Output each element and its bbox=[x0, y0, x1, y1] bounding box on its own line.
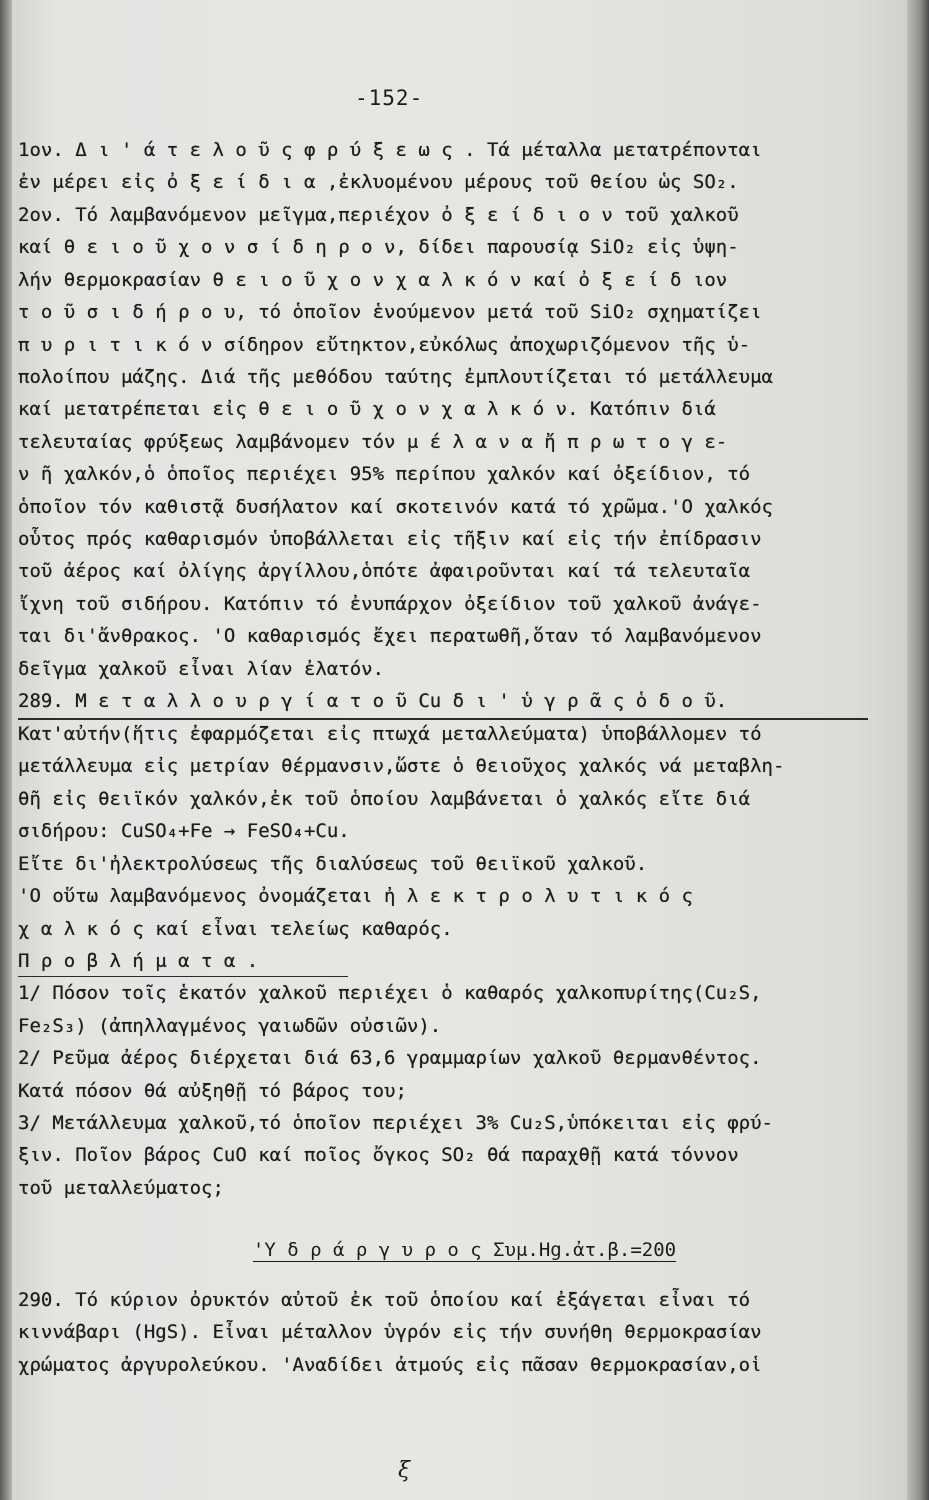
section-rule bbox=[18, 718, 868, 720]
text-line: καί μετατρέπεται εἰς θ ε ι ο ῦ χ ο ν χ α λ κ ό ν. Κατόπιν διά bbox=[18, 398, 716, 420]
page-right-edge bbox=[907, 0, 929, 1500]
text-line: ἴχνη τοῦ σιδήρου. Κατόπιν τό ἐνυπάρχον ὀξείδιον τοῦ χαλκοῦ ἀνάγε- bbox=[18, 593, 762, 615]
text-line: ν ῆ χαλκόν,ὁ ὁποῖος περιέχει 95% περίπου χαλκόν καί ὀξείδιον, τό bbox=[18, 463, 751, 485]
problem-3-end: τοῦ μεταλλεύματος; bbox=[18, 1177, 224, 1199]
page-left-edge bbox=[0, 0, 12, 1500]
text-line: ὁποῖον τόν καθιστᾷ δυσήλατον καί σκοτεινόν κατά τό χρῶμα.'Ο χαλκός bbox=[18, 496, 773, 518]
problem-3: 3/ Μετάλλευμα χαλκοῦ,τό ὁποῖον περιέχει 3% Cu₂S,ὑπόκειται εἰς φρύ- bbox=[18, 1112, 773, 1134]
mercury-heading-text: 'Υ δ ρ ά ρ γ υ ρ ο ς Συμ.Hg.ἀτ.β.=200 bbox=[252, 1239, 677, 1261]
text-line: 290. Τό κύριον ὀρυκτόν αὐτοῦ ἐκ τοῦ ὁποίου καί ἐξάγεται εἶναι τό bbox=[18, 1289, 751, 1311]
text-line: 'Ο οὕτω λαμβανόμενος ὀνομάζεται ἠ λ ε κ τ ρ ο λ υ τ ι κ ό ς bbox=[18, 885, 693, 907]
text-line: Κατ'αὐτήν(ἥτις ἐφαρμόζεται εἰς πτωχά μεταλλεύματα) ὑποβάλλομεν τό bbox=[18, 723, 762, 745]
text-line: χ α λ κ ό ς καί εἶναι τελείως καθαρός. bbox=[18, 918, 453, 940]
text-line: ἐν μέρει εἰς ὀ ξ ε ί δ ι α ,ἐκλυομένου μέρους τοῦ θείου ὡς SO₂. bbox=[18, 171, 739, 193]
problem-3-continued: ξιν. Ποῖον βάρος CuO καί ποῖος ὄγκος SO₂ θά παραχθῇ κατά τόννον bbox=[18, 1144, 739, 1166]
chemical-equation: σιδήρου: CuSO₄+Fe → FeSO₄+Cu. bbox=[18, 820, 350, 842]
text-line: μετάλλευμα εἰς μετρίαν θέρμανσιν,ὥστε ὁ θειοῦχος χαλκός νά μεταβλη- bbox=[18, 755, 785, 777]
text-line: τ ο ῦ σ ι δ ή ρ ο υ, τό ὁποῖον ἑνούμενον μετά τοῦ SiO₂ σχηματίζει bbox=[18, 301, 762, 323]
problem-2: 2/ Ρεῦμα ἀέρος διέρχεται διά 63,6 γραμμαρίων χαλκοῦ θερμανθέντος. bbox=[18, 1047, 762, 1069]
text-line: λήν θερμοκρασίαν θ ε ι ο ῦ χ ο ν χ α λ κ ό ν καί ὀ ξ ε ί δ ιον bbox=[18, 269, 728, 291]
text-line: π υ ρ ι τ ι κ ό ν σίδηρον εὔτηκτον,εὐκόλως ἀποχωριζόμενον τῆς ὑ- bbox=[18, 334, 751, 356]
text-line: δεῖγμα χαλκοῦ εἶναι λίαν ἐλατόν. bbox=[18, 658, 385, 680]
text-line: οὗτος πρός καθαρισμόν ὑποβάλλεται εἰς τῆξιν καί εἰς τήν ἐπίδρασιν bbox=[18, 528, 762, 550]
text-line: 2ον. Τό λαμβανόμενον μεῖγμα,περιέχον ὀ ξ ε ί δ ι ο ν τοῦ χαλκοῦ bbox=[18, 204, 739, 226]
text-line: Εἴτε δι'ἠλεκτρολύσεως τῆς διαλύσεως τοῦ θειϊκοῦ χαλκοῦ. bbox=[18, 853, 648, 875]
problem-1: 1/ Πόσον τοῖς ἑκατόν χαλκοῦ περιέχει ὁ καθαρός χαλκοπυρίτης(Cu₂S, bbox=[18, 982, 762, 1004]
text-line: θῆ εἰς θειϊκόν χαλκόν,ἐκ τοῦ ὁποίου λαμβάνεται ὁ χαλκός εἴτε διά bbox=[18, 788, 751, 810]
text-line: πολοίπου μάζης. Διά τῆς μεθόδου ταύτης ἐμπλουτίζεται τό μετάλλευμα bbox=[18, 366, 773, 388]
problems-rule bbox=[18, 976, 348, 977]
text-line: χρώματος ἀργυρολεύκου. 'Αναδίδει ἀτμούς εἰς πᾶσαν θερμοκρασίαν,οἱ bbox=[18, 1354, 762, 1376]
page-number: -152- bbox=[355, 86, 424, 110]
text-line: καί θ ε ι ο ῦ χ ο ν σ ί δ η ρ ο ν, δίδει παρουσίᾳ SiO₂ εἰς ὑψη- bbox=[18, 236, 739, 258]
text-line: 1ον. Δ ι ' ά τ ε λ ο ῦ ς φ ρ ύ ξ ε ω ς . Τά μέταλλα μετατρέπονται bbox=[18, 139, 762, 161]
problem-2-continued: Κατά πόσον θά αὐξηθῇ τό βάρος του; bbox=[18, 1080, 407, 1102]
problem-1-continued: Fe₂S₃) (ἀπηλλαγμένος γαιωδῶν οὐσιῶν). bbox=[18, 1015, 442, 1037]
handwritten-mark: ξ bbox=[398, 1458, 411, 1483]
section-heading-289: 289. Μ ε τ α λ λ ο υ ρ γ ί α τ ο ῦ Cu δ ι ' ὑ γ ρ ᾶ ς ὁ δ ο ῦ. bbox=[18, 690, 728, 712]
text-line: ται δι'ἄνθρακος. 'Ο καθαρισμός ἔχει περατωθῆ,ὅταν τό λαμβανόμενον bbox=[18, 625, 762, 647]
text-line: κιννάβαρι (HgS). Εἶναι μέταλλον ὑγρόν εἰς τήν συνήθη θερμοκρασίαν bbox=[18, 1321, 762, 1343]
problems-heading: Π ρ ο β λ ή μ α τ α . bbox=[18, 950, 259, 972]
text-line: τοῦ ἀέρος καί ὀλίγης ἀργίλλου,ὁπότε ἀφαιροῦνται καί τά τελευταῖα bbox=[18, 560, 751, 582]
text-line: τελευταίας φρύξεως λαμβάνομεν τόν μ έ λ α ν α ἤ π ρ ω τ ο γ ε- bbox=[18, 431, 728, 453]
mercury-heading bbox=[0, 1238, 929, 1262]
